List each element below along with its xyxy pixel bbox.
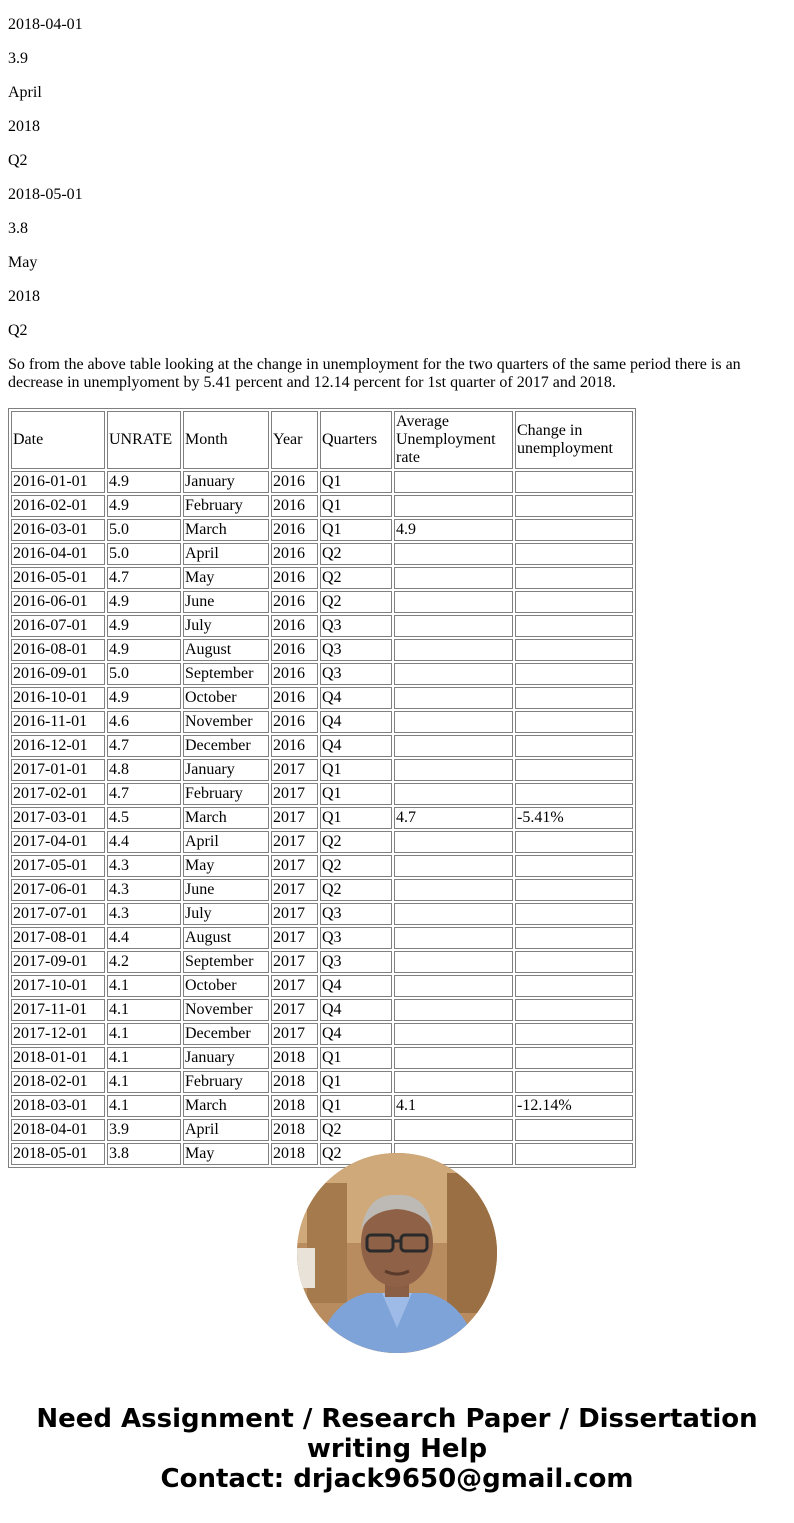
cell-month: March [183,1095,269,1117]
cell-month: October [183,975,269,997]
cell-change [515,1143,633,1165]
cell-average: 4.9 [394,519,513,541]
cell-unrate: 4.1 [107,1071,181,1093]
table-row [11,1143,633,1165]
header-change: Change in unemployment [515,411,633,469]
table-body [11,471,633,1165]
cell-quarter: Q4 [320,1023,392,1045]
cell-month: February [183,783,269,805]
cell-month: March [183,519,269,541]
cell-change [515,1071,633,1093]
intro-line: Q2 [8,322,28,339]
avatar-portrait-image [297,1153,497,1353]
cell-unrate: 4.6 [107,711,181,733]
cell-month: December [183,735,269,757]
cell-year: 2016 [271,567,318,589]
cell-year: 2017 [271,927,318,949]
cell-date: 2016-10-01 [11,687,105,709]
contact-banner [0,1404,794,1494]
document-body [8,0,786,1168]
cell-average [394,543,513,565]
cell-unrate: 3.9 [107,1119,181,1141]
cell-average [394,639,513,661]
cell-year: 2018 [271,1047,318,1069]
cell-year: 2016 [271,615,318,637]
cell-quarter: Q4 [320,711,392,733]
cell-year: 2017 [271,1023,318,1045]
cell-quarter: Q3 [320,927,392,949]
cell-change [515,1023,633,1045]
cell-quarter: Q3 [320,951,392,973]
cell-unrate: 4.7 [107,783,181,805]
table-row [11,807,633,829]
cell-month: May [183,567,269,589]
cell-change [515,735,633,757]
cell-date: 2018-05-01 [11,1143,105,1165]
cell-month: November [183,999,269,1021]
cell-date: 2016-11-01 [11,711,105,733]
table-row [11,1047,633,1069]
cell-year: 2017 [271,951,318,973]
header-unrate: UNRATE [107,411,181,469]
cell-unrate: 4.1 [107,975,181,997]
cell-average [394,591,513,613]
cell-unrate: 3.8 [107,1143,181,1165]
cell-change [515,927,633,949]
cell-year: 2016 [271,735,318,757]
table-row [11,927,633,949]
cell-unrate: 4.3 [107,855,181,877]
table-row [11,759,633,781]
cell-quarter: Q2 [320,591,392,613]
cell-change [515,663,633,685]
cell-unrate: 4.9 [107,591,181,613]
cell-unrate: 4.3 [107,903,181,925]
header-average-rate: Average Unemployment rate [394,411,513,469]
cell-unrate: 4.9 [107,495,181,517]
cell-quarter: Q1 [320,1095,392,1117]
cell-year: 2017 [271,999,318,1021]
cell-year: 2016 [271,495,318,517]
cell-unrate: 4.9 [107,687,181,709]
cell-year: 2016 [271,519,318,541]
cell-average [394,711,513,733]
cell-average [394,759,513,781]
cell-year: 2016 [271,711,318,733]
table-row [11,591,633,613]
cell-quarter: Q2 [320,831,392,853]
table-row [11,519,633,541]
cell-average [394,783,513,805]
cell-month: May [183,855,269,877]
table-row [11,471,633,493]
cell-year: 2016 [271,543,318,565]
cell-year: 2017 [271,903,318,925]
cell-year: 2018 [271,1071,318,1093]
cell-month: January [183,471,269,493]
table-row [11,783,633,805]
cell-month: January [183,759,269,781]
cta-contact-email[interactable]: Contact: drjack9650@gmail.com [160,1464,634,1494]
cell-year: 2016 [271,471,318,493]
table-row [11,903,633,925]
cell-unrate: 4.9 [107,639,181,661]
cell-average [394,951,513,973]
table-row [11,831,633,853]
intro-line: May [8,254,38,271]
cell-average [394,735,513,757]
cell-quarter: Q4 [320,975,392,997]
cell-date: 2017-04-01 [11,831,105,853]
cell-change: -5.41% [515,807,633,829]
cell-date: 2016-03-01 [11,519,105,541]
table-row [11,975,633,997]
cell-year: 2017 [271,831,318,853]
intro-line: 3.9 [8,50,28,67]
table-row [11,1071,633,1093]
cell-quarter: Q1 [320,783,392,805]
cell-month: March [183,807,269,829]
header-month: Month [183,411,269,469]
cell-quarter: Q2 [320,1143,392,1165]
cell-date: 2016-02-01 [11,495,105,517]
cell-date: 2016-05-01 [11,567,105,589]
cell-month: August [183,639,269,661]
cell-unrate: 4.1 [107,1095,181,1117]
table-row [11,495,633,517]
cell-quarter: Q3 [320,615,392,637]
header-year: Year [271,411,318,469]
cell-change [515,471,633,493]
cell-month: June [183,591,269,613]
cell-date: 2017-03-01 [11,807,105,829]
cell-date: 2016-04-01 [11,543,105,565]
cell-unrate: 4.3 [107,879,181,901]
cell-year: 2016 [271,591,318,613]
cell-quarter: Q1 [320,807,392,829]
table-row [11,543,633,565]
cell-change [515,1119,633,1141]
cell-month: December [183,1023,269,1045]
cell-average [394,999,513,1021]
cell-date: 2016-12-01 [11,735,105,757]
cell-change [515,495,633,517]
cell-year: 2018 [271,1095,318,1117]
cell-quarter: Q4 [320,687,392,709]
cell-date: 2017-01-01 [11,759,105,781]
cell-change [515,711,633,733]
cell-month: November [183,711,269,733]
cell-average [394,975,513,997]
cell-change [515,567,633,589]
cell-month: September [183,663,269,685]
cell-year: 2016 [271,663,318,685]
cell-quarter: Q1 [320,519,392,541]
cell-year: 2017 [271,807,318,829]
cell-month: February [183,1071,269,1093]
cell-unrate: 4.4 [107,831,181,853]
cell-average [394,687,513,709]
cell-change [515,975,633,997]
intro-line: 2018-05-01 [8,186,83,203]
header-quarters: Quarters [320,411,392,469]
cell-month: July [183,615,269,637]
cell-change [515,591,633,613]
cell-date: 2017-06-01 [11,879,105,901]
cell-unrate: 4.1 [107,1023,181,1045]
cell-unrate: 4.2 [107,951,181,973]
cell-change [515,639,633,661]
cell-year: 2018 [271,1119,318,1141]
cell-date: 2017-10-01 [11,975,105,997]
table-row [11,639,633,661]
table-row [11,951,633,973]
cell-unrate: 4.1 [107,999,181,1021]
cell-average [394,855,513,877]
cell-date: 2018-01-01 [11,1047,105,1069]
cell-average: 4.1 [394,1095,513,1117]
cell-unrate: 5.0 [107,543,181,565]
cell-date: 2016-09-01 [11,663,105,685]
cell-quarter: Q4 [320,735,392,757]
cta-line-2: writing Help [306,1434,488,1464]
cell-month: January [183,1047,269,1069]
table-header-row [11,411,633,469]
table-row [11,999,633,1021]
cell-month: June [183,879,269,901]
cell-date: 2017-08-01 [11,927,105,949]
cta-line-1: Need Assignment / Research Paper / Dissertation [36,1404,758,1434]
cell-unrate: 4.4 [107,927,181,949]
cell-average [394,879,513,901]
cell-quarter: Q3 [320,903,392,925]
cell-quarter: Q1 [320,759,392,781]
cell-month: April [183,831,269,853]
table-row [11,1023,633,1045]
cell-quarter: Q3 [320,639,392,661]
cell-change [515,951,633,973]
cell-month: October [183,687,269,709]
cell-average [394,1119,513,1141]
intro-line: 2018 [8,288,40,305]
cell-change [515,543,633,565]
cell-average [394,1047,513,1069]
author-avatar [297,1153,497,1353]
table-row [11,687,633,709]
cell-quarter: Q2 [320,855,392,877]
cell-month: April [183,1119,269,1141]
cell-unrate: 4.9 [107,471,181,493]
cell-date: 2016-07-01 [11,615,105,637]
cell-date: 2017-09-01 [11,951,105,973]
cell-year: 2017 [271,759,318,781]
cell-quarter: Q1 [320,471,392,493]
cell-year: 2017 [271,855,318,877]
cell-change [515,687,633,709]
cell-quarter: Q1 [320,1071,392,1093]
summary-paragraph: So from the above table looking at the change in unemployment for the two quarters of the same period there is an decrease in unemplyoment by 5.41 percent and 12.14 percent for 1st quarter of 2017 and 2018. [8,356,741,391]
cell-year: 2017 [271,879,318,901]
cell-date: 2018-03-01 [11,1095,105,1117]
intro-line: 2018-04-01 [8,16,83,33]
cell-date: 2017-12-01 [11,1023,105,1045]
cell-year: 2016 [271,639,318,661]
cell-average [394,1071,513,1093]
cell-year: 2016 [271,687,318,709]
cell-average [394,615,513,637]
table-row [11,711,633,733]
intro-line: 2018 [8,118,40,135]
cell-average [394,471,513,493]
cell-unrate: 4.9 [107,615,181,637]
cell-unrate: 5.0 [107,519,181,541]
table-row [11,567,633,589]
intro-line: Q2 [8,152,28,169]
cell-unrate: 5.0 [107,663,181,685]
cell-change [515,855,633,877]
cell-change [515,783,633,805]
cell-quarter: Q1 [320,495,392,517]
table-row [11,879,633,901]
cell-date: 2017-07-01 [11,903,105,925]
cell-date: 2018-04-01 [11,1119,105,1141]
cell-date: 2017-05-01 [11,855,105,877]
cell-date: 2016-08-01 [11,639,105,661]
cell-year: 2017 [271,975,318,997]
cell-month: July [183,903,269,925]
cell-quarter: Q1 [320,1047,392,1069]
cell-average [394,1023,513,1045]
cell-change [515,759,633,781]
cell-change [515,1047,633,1069]
cell-quarter: Q2 [320,1119,392,1141]
cell-quarter: Q2 [320,543,392,565]
cell-average [394,567,513,589]
table-row [11,1119,633,1141]
cell-month: August [183,927,269,949]
cell-unrate: 4.8 [107,759,181,781]
cell-month: September [183,951,269,973]
cell-quarter: Q3 [320,663,392,685]
cell-change [515,903,633,925]
header-date: Date [11,411,105,469]
cell-average [394,663,513,685]
table-row [11,735,633,757]
intro-line: 3.8 [8,220,28,237]
cell-unrate: 4.7 [107,735,181,757]
cell-month: May [183,1143,269,1165]
cell-date: 2016-01-01 [11,471,105,493]
cell-change [515,519,633,541]
cell-date: 2017-11-01 [11,999,105,1021]
table-row [11,615,633,637]
cell-year: 2017 [271,783,318,805]
cell-average [394,495,513,517]
cell-change [515,879,633,901]
cell-change [515,999,633,1021]
table-row [11,855,633,877]
cell-month: April [183,543,269,565]
cell-year: 2018 [271,1143,318,1165]
cell-average [394,927,513,949]
cell-date: 2016-06-01 [11,591,105,613]
cell-month: February [183,495,269,517]
cell-change: -12.14% [515,1095,633,1117]
cell-average: 4.7 [394,807,513,829]
cell-change [515,831,633,853]
cell-quarter: Q2 [320,567,392,589]
cell-average [394,903,513,925]
cell-quarter: Q2 [320,879,392,901]
cell-average [394,831,513,853]
cell-unrate: 4.7 [107,567,181,589]
cell-unrate: 4.5 [107,807,181,829]
unemployment-table [8,408,636,1168]
cell-unrate: 4.1 [107,1047,181,1069]
intro-line: April [8,84,42,101]
cell-quarter: Q4 [320,999,392,1021]
cell-date: 2018-02-01 [11,1071,105,1093]
cell-change [515,615,633,637]
cell-date: 2017-02-01 [11,783,105,805]
table-row [11,1095,633,1117]
intro-lines [8,0,786,340]
table-row [11,663,633,685]
